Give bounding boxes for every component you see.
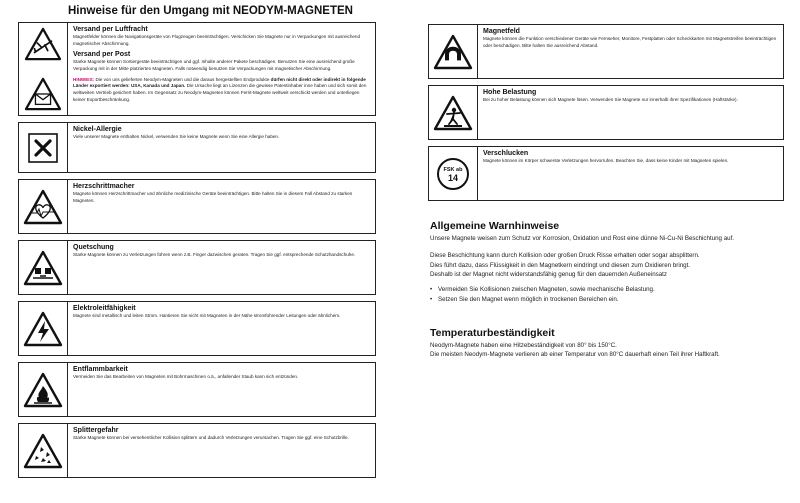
paragraph: Deshalb ist der Magnet nicht widerstandsfähig genug für den dauernden Außeneinsatz [430, 270, 667, 278]
box-title: Herzschrittmacher [73, 183, 135, 190]
paragraph: Diese Beschichtung kann durch Kollision oder großen Druck Risse erhalten oder sogar absplittern. [430, 252, 700, 260]
box-body: Viele unserer Magnete enthalten Nickel, verwenden Sie keine Magnete wenn Sie eine Allergie haben. [73, 134, 280, 139]
magnetic-field-icon [433, 34, 473, 70]
age-value: 14 [447, 172, 459, 183]
heavy-load-icon [433, 95, 473, 131]
box-body: Magnete sind metallisch und leiten Strom. Hantieren Sie nicht mit Magneten in der Nähe stromführender Leitungen oder ähnlichem. [73, 313, 341, 318]
right-column [428, 24, 784, 207]
crush-hazard-icon [23, 250, 63, 286]
general-warnings-section [430, 220, 786, 304]
age-restriction-icon [433, 156, 473, 192]
shipping-box [18, 22, 376, 116]
electric-hazard-icon [23, 311, 63, 347]
box-title: Entflammbarkeit [73, 366, 128, 373]
box-body: Vermeiden Sie das Bearbeiten von Magneten mit Bohrmaschinen o.ä., anfallender Staub kann sich entzünden. [73, 374, 299, 379]
flammable-icon [23, 372, 63, 408]
box-body: Starke Magnete können bei versehentlicher Kollision splittern und dadurch Verletzungen verursachen. Tragen Sie ggf. eine Schutzbrille. [73, 435, 349, 440]
box-body: Magnete können im Körper schwerste Verletzungen hervorrufen. Beachten Sie, dass keine Kinder mit Magneten spielen. [483, 158, 729, 163]
splinter-hazard-icon [23, 433, 63, 469]
heavy-load-box [428, 85, 784, 140]
temperature-section [430, 327, 786, 360]
crush-box [18, 240, 376, 295]
note-rest: Die Ursache liegt an Lizenzen die gewisse Patentinhaber inne haben und sich somit den weltweiten Vertrieb gesichert haben. Im Gegensatz zu Neodym-Magneten können Ferrit-Magnete weltweit verschickt werden und unterliegen keiner Exportbeschränkung. [73, 83, 367, 102]
box-title: Elektroleitfähigkeit [73, 305, 136, 312]
box-body: Magnete können Herzschrittmacher und ähnliche medizinische Geräte beeinträchtigen. Bitte halten Sie in diesem Fall Abstand zu starken Magneten. [73, 191, 353, 203]
pacemaker-box [18, 179, 376, 234]
nickel-box [18, 122, 376, 173]
paragraph: Die meisten Neodym-Magnete verlieren ab einer Temperatur von 80°C dauerhaft einen Teil ihrer Haftkraft. [430, 351, 720, 359]
box-body: Bei zu hoher Belastung können sich Magnete lösen. Verwenden Sie Magnete nur innerhalb ihrer Spezifikationen (Haftstärke). [483, 97, 738, 102]
box-body: Starke Magnete können Sortiergeräte beeinträchtigen und ggf. Inhalte anderer Pakete beschädigen. Benutzen Sie eine ausreichend große Verpackung mit in der Mitte platzierten Magneten. Falls notwendig benutzen Sie Verpackungen mit magnetischer Abschirmung. [73, 59, 355, 71]
box-title: Nickel-Allergie [73, 126, 122, 133]
nickel-allergy-icon [23, 130, 63, 166]
left-column [18, 22, 376, 484]
box-title: Magnetfeld [483, 28, 520, 35]
box-title: Versand per Post [73, 51, 131, 59]
age-label: FSK ab [443, 166, 463, 173]
splinter-box [18, 423, 376, 478]
page-title: Hinweise für den Umgang mit NEODYM-MAGNETEN [68, 5, 353, 17]
list-item: • Setzen Sie den Magnet wenn möglich in trockenen Bereichen ein. [430, 295, 786, 305]
note-label: HINWEIS: [73, 76, 95, 82]
flammable-box [18, 362, 376, 417]
mail-warning-icon [23, 77, 63, 111]
box-title: Verschlucken [483, 150, 529, 157]
box-title: Hohe Belastung [483, 89, 537, 96]
section-title: Temperaturbeständigkeit [430, 327, 555, 339]
box-body: Starke Magnete können zu Verletzungen führen wenn z.B. Finger dazwischen geraten. Tragen Sie ggf. entsprechende Schutzhandschuhe. [73, 252, 356, 257]
paragraph: Dies führt dazu, dass Flüssigkeit in den Magnetkern eindringt und diesen zum Oxidieren bringt. [430, 261, 691, 269]
box-title: Versand per Luftfracht [73, 26, 148, 33]
paragraph: Neodym-Magnete haben eine Hitzebeständigkeit von 80° bis 150°C. [430, 342, 617, 349]
note-intro: Die von uns gelieferten Neodym-Magneten und die daraus hergestellten Endprodukte [94, 76, 271, 82]
airplane-warning-icon [23, 27, 63, 61]
swallow-box [428, 146, 784, 201]
box-body: Magnetfelder können die Navigationsgeräte von Flugzeugen beeinträchtigen. Verschicken Sie Magnete nur in Verpackungen mit ausreichend magnetischer Abschirmung. [73, 34, 361, 46]
note-strong: dürfen nicht direkt oder indirekt in folgende Länder exportiert werden: USA, Kanada und Japan. [73, 76, 366, 89]
export-note [73, 77, 370, 104]
bullet-list [430, 285, 786, 304]
box-body: Magnete können die Funktion verschiedener Geräte wie Fernseher, Monitore, Festplatten oder Scheckkarten mit Magnetstreifen beeinträchtigen oder beschädigen. Bitte halten Sie ausreichend Abstand. [483, 36, 777, 48]
magnetic-field-box [428, 24, 784, 79]
electric-box [18, 301, 376, 356]
box-title: Quetschung [73, 244, 114, 251]
section-title: Allgemeine Warnhinweise [430, 220, 560, 232]
pacemaker-warning-icon [23, 189, 63, 225]
paragraph: Unsere Magnete weisen zum Schutz vor Korrosion, Oxidation und Rost eine dünne Ni-Cu-Ni Beschichtung auf. [430, 235, 735, 242]
list-item: • Vermeiden Sie Kollisionen zwischen Magneten, sowie mechanische Belastung. [430, 285, 786, 295]
box-title: Splittergefahr [73, 427, 119, 434]
